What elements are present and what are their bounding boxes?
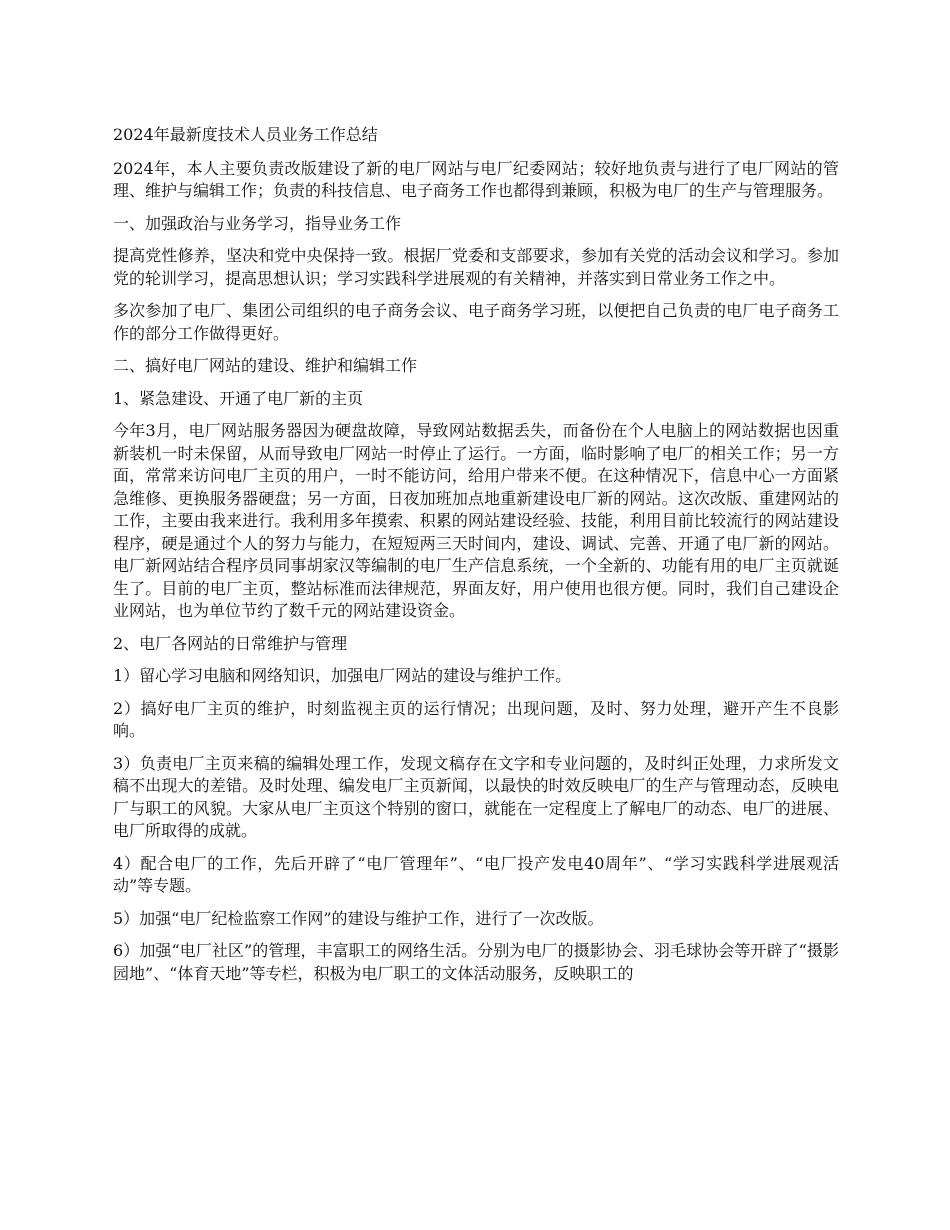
paragraph: 今年3月，电厂网站服务器因为硬盘故障，导致网站数据丢失，而备份在个人电脑上的网站数据也因重新装机一时未保留，从而导致电厂网站一时停止了运行。一方面，临时影响了电厂的相关工作；另一方面，常常来访问电厂主页的用户，一时不能访问，给用户带来不便。在这种情况下，信息中心一方面紧急维修、更换服务器硬盘；另一方面，日夜加班加点地重新建设电厂新的网站。这次改版、重建网站的工作，主要由我来进行。我利用多年摸索、积累的网站建设经验、技能，利用目前比较流行的网站建设程序，硬是通过个人的努力与能力，在短短两三天时间内，建设、调试、完善、开通了电厂新的网站。电厂新网站结合程序员同事胡家汉等编制的电厂生产信息系统，一个全新的、功能有用的电厂主页就诞生了。目前的电厂主页，整站标准而法律规范，界面友好，用户使用也很方便。同时，我们自己建设企业网站，也为单位节约了数千元的网站建设资金。 — [113, 421, 839, 620]
list-item: 3）负责电厂主页来稿的编辑处理工作，发现文稿存在文字和专业问题的，及时纠正处理，力求所发文稿不出现大的差错。及时处理、编发电厂主页新闻，以最快的时效反映电厂的生产与管理动态，反映电厂与职工的风貌。大家从电厂主页这个特别的窗口，就能在一定程度上了解电厂的动态、电厂的进展、电厂所取得的成就。 — [113, 753, 839, 840]
document-body — [113, 124, 839, 995]
list-item: 2）搞好电厂主页的维护，时刻监视主页的运行情况；出现问题，及时、努力处理，避开产生不良影响。 — [113, 698, 839, 740]
paragraph: 提高党性修养，坚决和党中央保持一致。根据厂党委和支部要求，参加有关党的活动会议和学习。参加党的轮训学习，提高思想认识；学习实践科学进展观的有关精神，并落实到日常业务工作之中。 — [113, 246, 839, 288]
subsection-heading-2: 2、电厂各网站的日常维护与管理 — [113, 633, 348, 653]
section-heading-2: 二、搞好电厂网站的建设、维护和编辑工作 — [113, 356, 418, 375]
list-item: 6）加强“电厂社区”的管理，丰富职工的网络生活。分别为电厂的摄影协会、羽毛球协会等开辟了“摄影园地”、“体育天地”等专栏，积极为电厂职工的文体活动服务，反映职工的 — [113, 941, 839, 983]
paragraph: 多次参加了电厂、集团公司组织的电子商务会议、电子商务学习班，以便把自己负责的电厂电子商务工作的部分工作做得更好。 — [113, 301, 839, 343]
list-item: 4）配合电厂的工作，先后开辟了“电厂管理年”、“电厂投产发电40周年”、“学习实践科学进展观活动”等专题。 — [113, 853, 839, 895]
paragraph-intro: 2024年，本人主要负责改版建设了新的电厂网站与电厂纪委网站；较好地负责与进行了电厂网站的管理、维护与编辑工作；负责的科技信息、电子商务工作也都得到兼顾，积极为电厂的生产与管理服务。 — [113, 158, 839, 200]
subsection-heading-1: 1、紧急建设、开通了电厂新的主页 — [113, 388, 364, 408]
list-item: 5）加强“电厂纪检监察工作网”的建设与维护工作，进行了一次改版。 — [113, 908, 604, 928]
section-heading-1: 一、加强政治与业务学习，指导业务工作 — [113, 213, 402, 233]
list-item: 1）留心学习电脑和网络知识，加强电厂网站的建设与维护工作。 — [113, 666, 572, 685]
document-title: 2024年最新度技术人员业务工作总结 — [113, 125, 378, 144]
